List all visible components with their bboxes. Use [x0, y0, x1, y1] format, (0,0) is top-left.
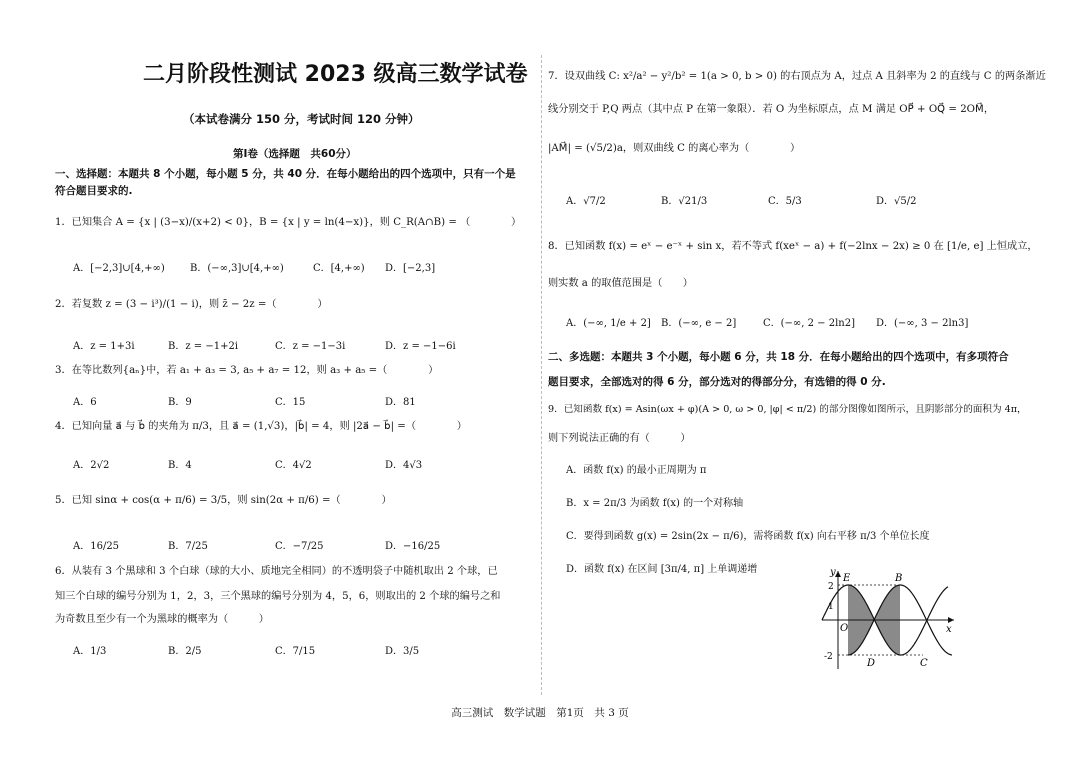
- q9-option-c: C．要得到函数 g(x) = 2sin(2x − π/6)，需将函数 f(x) 向右平移 π/3 个单位长度: [566, 531, 930, 542]
- q2-option-d: D．z = −1−6i: [385, 341, 456, 352]
- q4-option-d: D．4√3: [385, 460, 423, 471]
- q8-option-d: D．(−∞, 3 − 2ln3]: [876, 318, 969, 329]
- question-8-line2: 则实数 a 的取值范围是（ ）: [548, 278, 693, 289]
- q6-option-b: B．2/5: [168, 646, 202, 657]
- question-9-line2: 则下列说法正确的有（ ）: [548, 433, 691, 444]
- q4-option-c: C．4√2: [275, 460, 312, 471]
- q9-option-a: A．函数 f(x) 的最小正周期为 π: [566, 465, 707, 476]
- q5-option-a: A．16/25: [73, 541, 120, 552]
- question-4: 4．已知向量 a⃗ 与 b⃗ 的夹角为 π/3，且 a⃗ = (1,√3)，|b⃗| = 4，则 |2a⃗ − b⃗| =（ ）: [55, 421, 467, 432]
- exam-title: 二月阶段性测试 2023 级高三数学试卷: [143, 62, 528, 87]
- q3-option-b: B．9: [168, 397, 192, 408]
- y-tick-1: 1: [828, 602, 834, 612]
- question-6-line2: 知三个白球的编号分别为 1，2，3，三个黑球的编号分别为 4，5，6，则取出的 2 个球的编号之和: [55, 591, 501, 602]
- q7-option-d: D．√5/2: [876, 196, 917, 207]
- question-9: 9．已知函数 f(x) = Asin(ωx + φ)(A > 0, ω > 0, |φ| < π/2) 的部分图像如图所示，且阴影部分的面积为 4π，: [548, 404, 1027, 415]
- q4-option-a: A．2√2: [73, 460, 110, 471]
- question-7: 7．设双曲线 C: x²/a² − y²/b² = 1(a > 0, b > 0) 的右顶点为 A，过点 A 且斜率为 2 的直线与 C 的两条渐近: [548, 71, 1046, 82]
- question-2: 2．若复数 z = (3 − i³)/(1 − i)，则 z̄ − 2z =（ ）: [55, 299, 328, 310]
- question-6: 6．从装有 3 个黑球和 3 个白球（球的大小、质地完全相同）的不透明袋子中随机取出 2 个球，已: [55, 566, 498, 577]
- q1-option-d: D．[−2,3]: [385, 263, 436, 274]
- section1-intro-2: 符合题目要求的.: [55, 185, 133, 197]
- q9-option-b: B．x = 2π/3 为函数 f(x) 的一个对称轴: [566, 498, 744, 509]
- question-6-line3: 为奇数且至少有一个为黑球的概率为（ ）: [55, 614, 269, 625]
- question-7-line3: |AM⃗| = (√5/2)a，则双曲线 C 的离心率为（ ）: [548, 143, 801, 154]
- page-footer: 高三测试 数学试题 第1页 共 3 页: [451, 707, 629, 719]
- question-8: 8．已知函数 f(x) = eˣ − e⁻ˣ + sin x，若不等式 f(xeˣ − a) + f(−2lnx − 2x) ≥ 0 在 [1/e, e] 上恒成立，: [548, 241, 1038, 252]
- part1-heading: 第Ⅰ卷（选择题 共60分）: [233, 148, 357, 160]
- q6-option-d: D．3/5: [385, 646, 420, 657]
- q9-option-d: D．函数 f(x) 在区间 [3π/4, π] 上单调递增: [566, 564, 758, 575]
- q3-option-d: D．81: [385, 397, 416, 408]
- point-b-label: B: [895, 573, 903, 584]
- y-axis-label: y: [830, 567, 836, 578]
- q3-option-a: A．6: [73, 397, 97, 408]
- origin-label: O: [840, 623, 849, 634]
- q9-sine-graph: [818, 565, 958, 675]
- q5-option-d: D．−16/25: [385, 541, 441, 552]
- q7-option-a: A．√7/2: [566, 196, 606, 207]
- question-3: 3．在等比数列{aₙ}中，若 a₁ + a₃ = 3, a₅ + a₇ = 12，则 a₃ + a₅ =（ ）: [55, 365, 439, 376]
- section2-intro-2: 题目要求，全部选对的得 6 分，部分选对的得部分分，有选错的得 0 分.: [548, 376, 886, 388]
- q5-option-c: C．−7/25: [275, 541, 324, 552]
- q8-option-b: B．(−∞, e − 2]: [661, 318, 737, 329]
- y-tick-neg2: -2: [824, 652, 833, 662]
- q1-option-c: C．[4,+∞): [313, 263, 365, 274]
- section2-intro: 二、多选题：本题共 3 个小题，每小题 6 分，共 18 分．在每小题给出的四个选项中，有多项符合: [548, 351, 1009, 363]
- x-axis-label: x: [946, 624, 952, 635]
- question-5: 5．已知 sinα + cos(α + π/6) = 3/5，则 sin(2α + π/6) =（ ）: [55, 495, 392, 506]
- q6-option-a: A．1/3: [73, 646, 107, 657]
- section1-intro: 一、选择题：本题共 8 个小题，每小题 5 分，共 40 分．在每小题给出的四个选项中，只有一个是: [55, 168, 516, 180]
- column-divider: [541, 55, 542, 695]
- y-tick-2: 2: [828, 582, 834, 592]
- question-7-line2: 线分别交于 P,Q 两点（其中点 P 在第一象限）．若 O 为坐标原点，点 M 满足 OP⃗ + OQ⃗ = 2OM⃗，: [548, 104, 995, 115]
- q2-option-a: A．z = 1+3i: [73, 341, 135, 352]
- q1-option-b: B．(−∞,3]∪[4,+∞): [190, 263, 284, 274]
- q8-option-a: A．(−∞, 1/e + 2]: [566, 318, 651, 329]
- q7-option-c: C．5/3: [768, 196, 802, 207]
- x-axis-arrow: [948, 617, 954, 623]
- y-axis-arrow: [835, 571, 841, 577]
- q1-option-a: A．[−2,3]∪[4,+∞): [73, 263, 165, 274]
- q6-option-c: C．7/15: [275, 646, 316, 657]
- q3-option-c: C．15: [275, 397, 306, 408]
- exam-subtitle: （本试卷满分 150 分，考试时间 120 分钟）: [183, 112, 420, 126]
- q2-option-c: C．z = −1−3i: [275, 341, 346, 352]
- point-e-label: E: [843, 573, 851, 584]
- q5-option-b: B．7/25: [168, 541, 208, 552]
- q2-option-b: B．z = −1+2i: [168, 341, 239, 352]
- point-d-label: D: [867, 658, 876, 669]
- q4-option-b: B．4: [168, 460, 192, 471]
- question-1: 1．已知集合 A = {x | (3−x)/(x+2) < 0}，B = {x | y = ln(4−x)}，则 C_R(A∩B) = （ ）: [55, 217, 522, 228]
- point-c-label: C: [920, 658, 928, 669]
- q8-option-c: C．(−∞, 2 − 2ln2]: [763, 318, 855, 329]
- q7-option-b: B．√21/3: [661, 196, 708, 207]
